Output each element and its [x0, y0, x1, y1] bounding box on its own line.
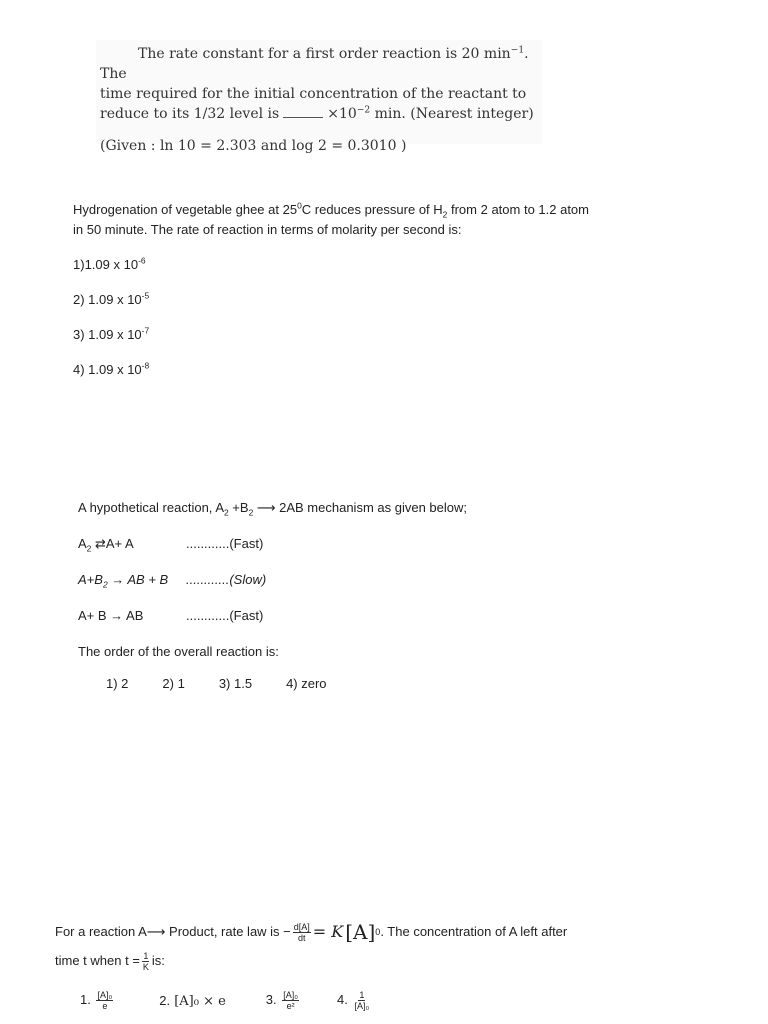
question-4-line-2: time t when t = $\frac{1}{K}$ is:: [55, 950, 165, 972]
question-4-option-3: 3. $\frac{\text{[A]₀}}{\text{e²}}$: [265, 990, 299, 1011]
question-4: [55, 918, 655, 1011]
question-3-option-3: 3) 1.5: [218, 676, 253, 691]
question-2-option-4: 4) 1.09 x $10^{-8}$: [73, 360, 150, 377]
answer-blank: [283, 105, 323, 118]
question-1-line-2: time required for the initial concentration of the reactant to: [100, 86, 527, 102]
question-1-line-1: The rate constant for a first order reaction is 20 $\min^{-1}$. The: [100, 45, 529, 82]
question-3-option-1: 1) 2: [106, 676, 129, 691]
question-3-option-4: 4) zero: [286, 676, 327, 691]
question-3-ask: The order of the overall reaction is:: [78, 644, 279, 659]
question-2: [73, 200, 673, 380]
question-3-statement: A hypothetical reaction, $A_2 +B_2$ ⟶ 2AB mechanism as given below;: [78, 500, 467, 518]
question-4-option-2: 2. [A]₀ × e: [159, 992, 226, 1009]
question-2-line-2: in 50 minute. The rate of reaction in terms of molarity per second is:: [73, 222, 462, 237]
question-4-line-1: For a reaction A⟶ Product, rate law is − $\frac{d[A]}{dt}$ = K [A] 0 . The concentration of A left after: [55, 920, 568, 944]
mechanism-step-1: $A_2$ ⇄A+ A ............(Fast): [78, 536, 264, 554]
question-4-options: [55, 990, 655, 1011]
mechanism-step-2: $A+B_2$ → AB + B ............(Slow): [78, 572, 267, 590]
question-3: [78, 498, 598, 691]
question-1-line-3: reduce to its 1/32 level is $\times 10^{-2}$ min. (Nearest integer): [100, 105, 534, 122]
question-1: [100, 44, 550, 156]
question-4-option-1: 1. $\frac{\text{[A]₀}}{e}$: [80, 990, 113, 1011]
rate-fraction: $\frac{d[A]}{dt}$: [293, 921, 310, 943]
question-2-option-3: 3) 1.09 x $10^{-7}$: [73, 325, 150, 342]
question-1-given: (Given : ln 10 = 2.303 and log 2 = 0.3010 ): [100, 138, 407, 154]
question-4-option-4: 4. $\frac{1}{\text{[A]₀}}$: [337, 990, 370, 1011]
mechanism-step-3: A+ B → AB ............(Fast): [78, 608, 264, 623]
question-2-line-1: Hydrogenation of vegetable ghee at $25^0C$ reduces pressure of $H_2$ from 2 atom to 1.2 atom: [73, 200, 589, 220]
question-3-options: [78, 676, 598, 691]
question-2-option-1: 1)1.09 x $10^{-6}$: [73, 255, 146, 272]
question-3-option-2: 2) 1: [162, 676, 185, 691]
question-2-option-2: 2) 1.09 x $10^{-5}$: [73, 290, 150, 307]
